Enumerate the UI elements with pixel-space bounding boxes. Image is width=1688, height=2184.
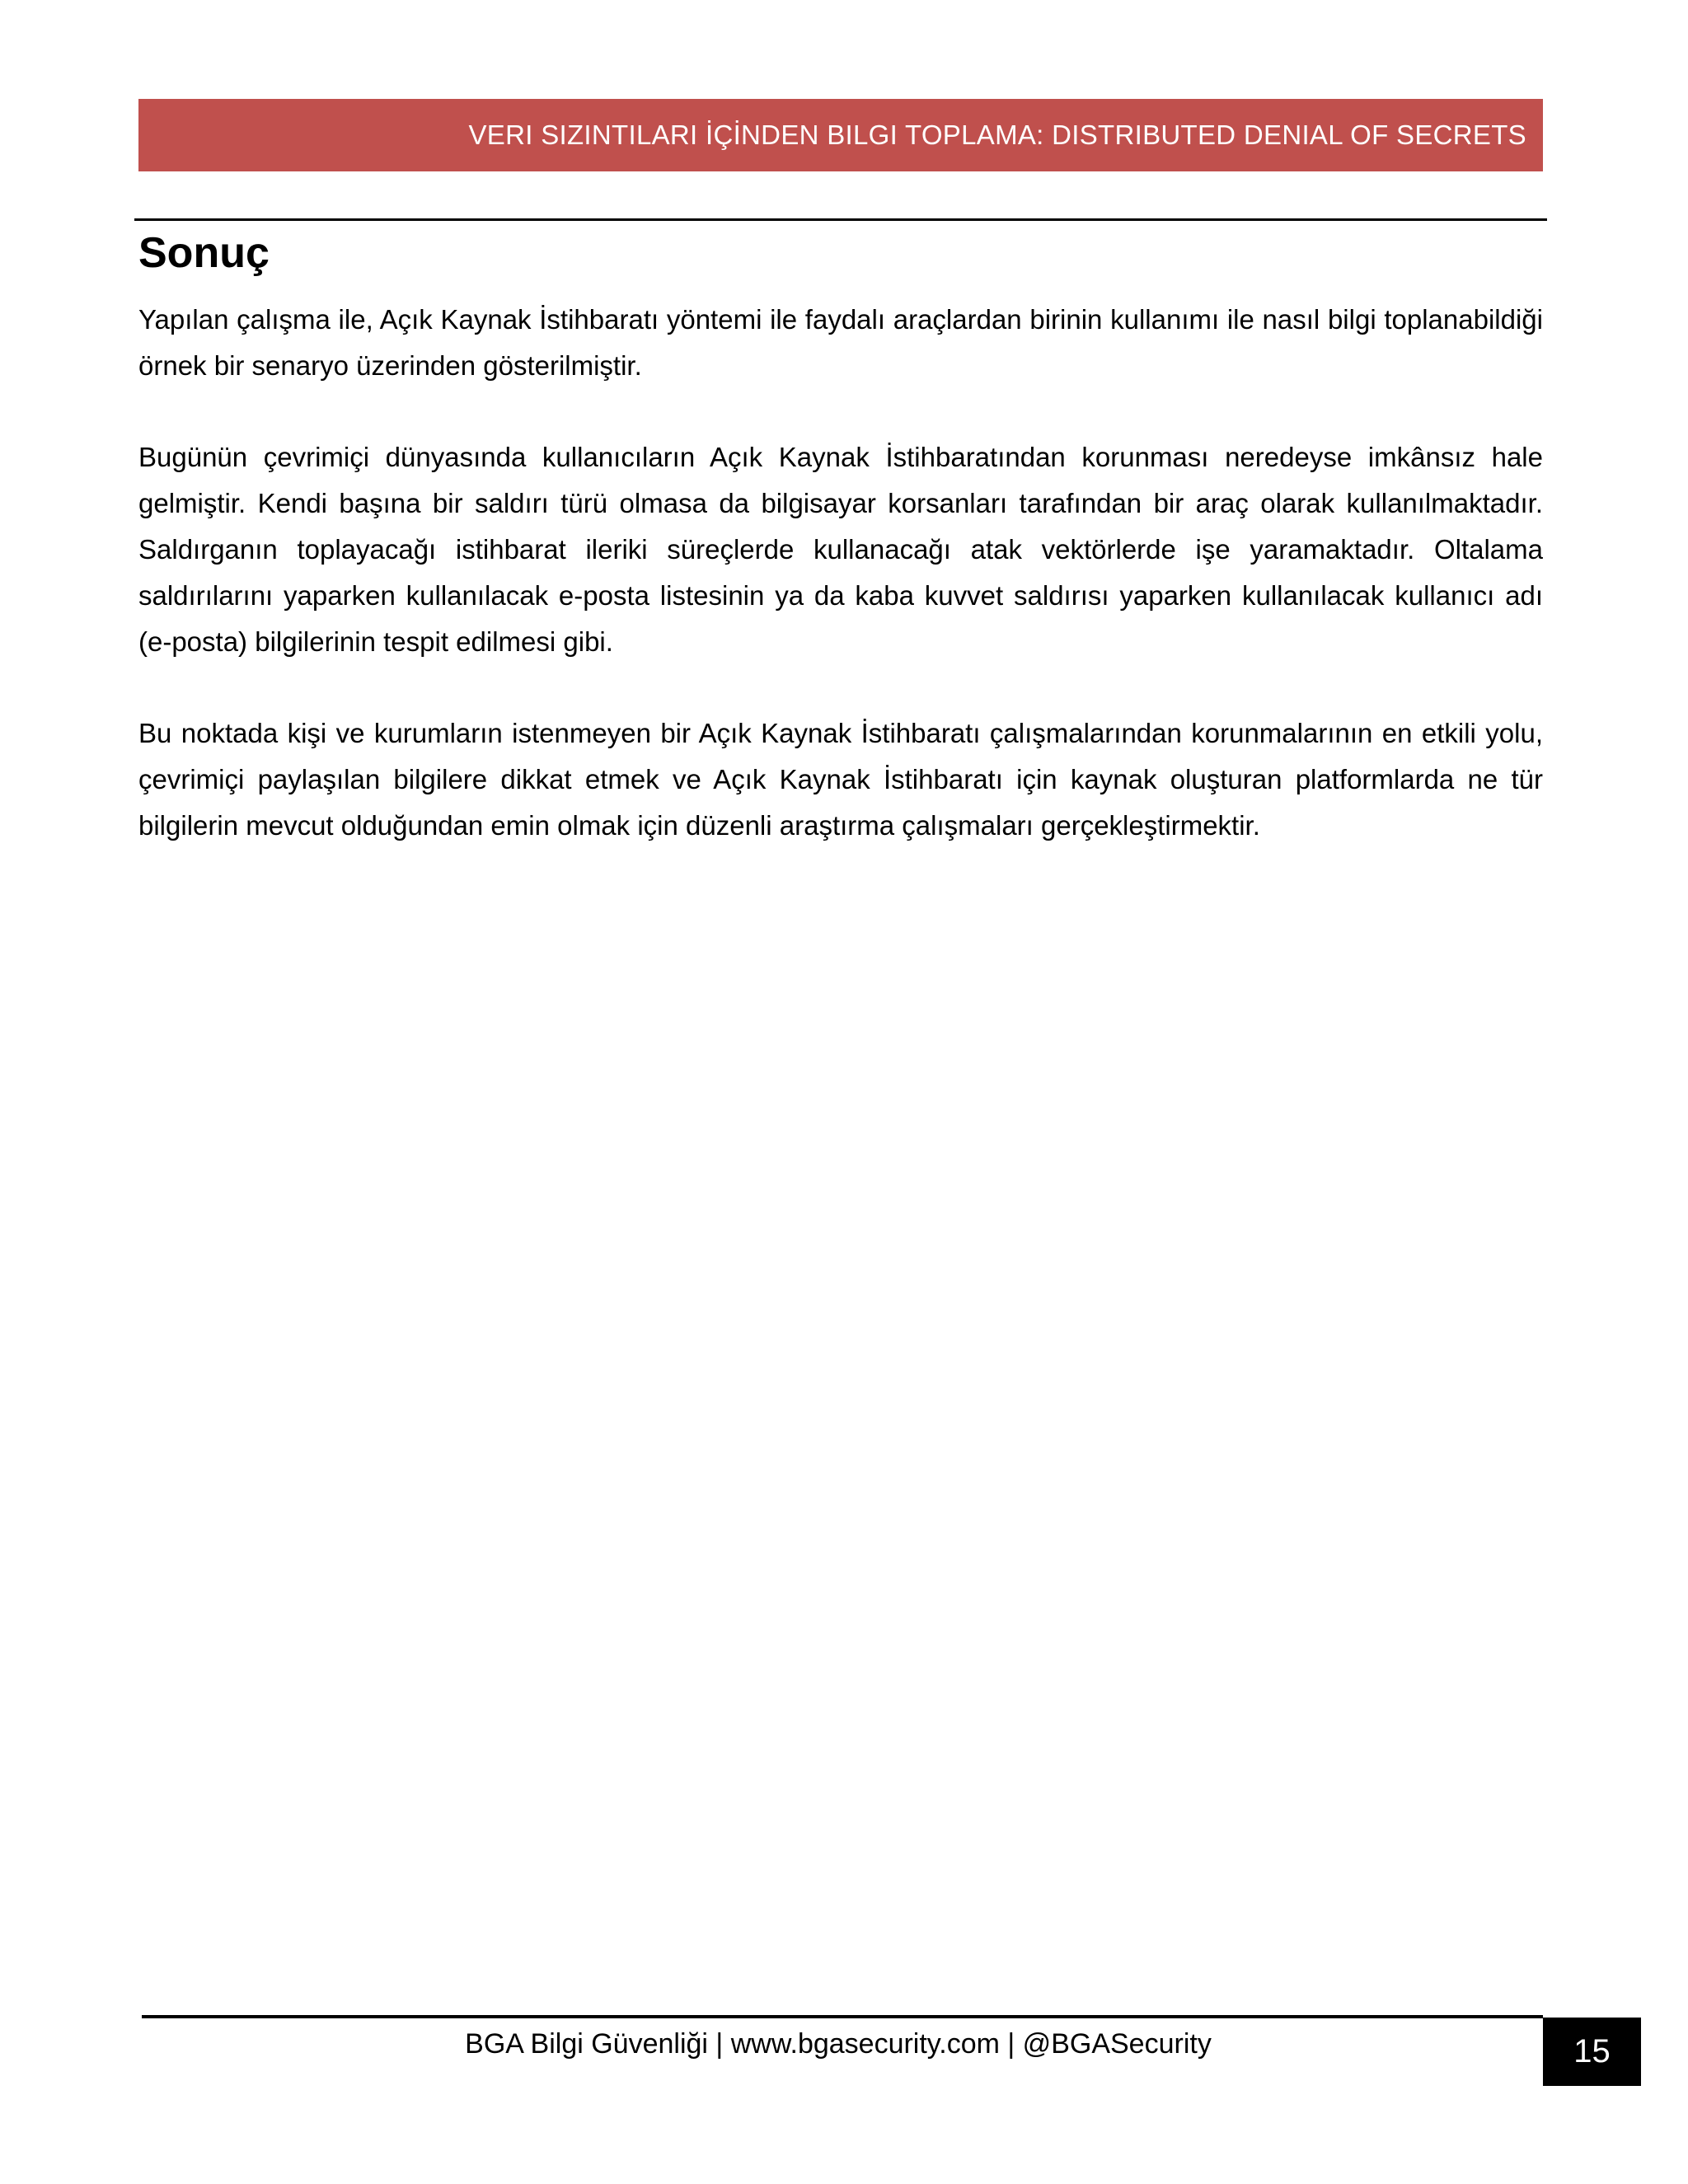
- header-title: VERI SIZINTILARI İÇİNDEN BILGI TOPLAMA: DISTRIBUTED DENIAL OF SECRETS: [468, 120, 1526, 150]
- footer-divider: [142, 2015, 1543, 2018]
- section-heading: Sonuç: [138, 229, 270, 277]
- section-body: [138, 297, 1543, 894]
- paragraph-2: Bugünün çevrimiçi dünyasında kullanıcıların Açık Kaynak İstihbaratından korunması neredeyse imkânsız hale gelmiştir. Kendi başına bir saldırı türü olmasa da bilgisayar korsanları tarafından bir araç olarak kullanılmaktadır. Saldırganın toplayacağı istihbarat ileriki süreçlerde kullanacağı atak vektörlerde işe yaramaktadır. Oltalama saldırılarını yaparken kullanılacak e-posta listesinin ya da kaba kuvvet saldırısı yaparken kullanılacak kullanıcı adı (e-posta) bilgilerinin tespit edilmesi gibi.: [138, 442, 1543, 657]
- footer-text: BGA Bilgi Güvenliği | www.bgasecurity.com | @BGASecurity: [465, 2028, 1212, 2060]
- top-divider: [134, 218, 1547, 221]
- paragraph-1: Yapılan çalışma ile, Açık Kaynak İstihbaratı yöntemi ile faydalı araçlardan birinin kullanımı ile nasıl bilgi toplanabildiği örnek bir senaryo üzerinden gösterilmiştir.: [138, 304, 1543, 381]
- header-bar: [138, 99, 1543, 171]
- page-number: 15: [1543, 2018, 1641, 2086]
- paragraph-3: Bu noktada kişi ve kurumların istenmeyen bir Açık Kaynak İstihbaratı çalışmalarından korunmalarının en etkili yolu, çevrimiçi paylaşılan bilgilere dikkat etmek ve Açık Kaynak İstihbaratı için kaynak oluşturan platformlarda ne tür bilgilerin mevcut olduğundan emin olmak için düzenli araştırma çalışmaları gerçekleştirmektir.: [138, 718, 1543, 841]
